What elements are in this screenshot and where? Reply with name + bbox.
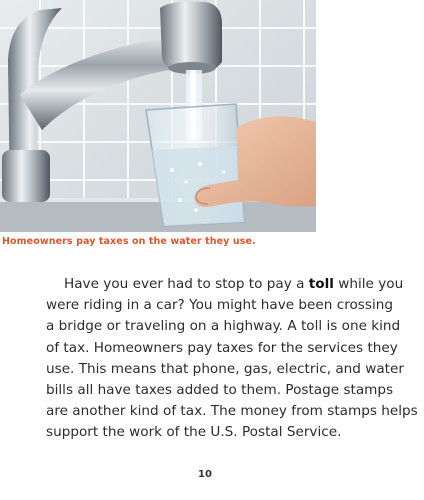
- text-line: are another kind of tax. The money from stamps helps: [46, 403, 418, 420]
- text-line: bills all have taxes added to them. Postage stamps: [46, 382, 394, 399]
- text-line: [46, 274, 404, 295]
- text-line: use. This means that phone, gas, electric, and water: [46, 360, 404, 377]
- body-paragraph: [46, 274, 418, 444]
- text-line: of tax. Homeowners pay taxes for the services they: [46, 339, 398, 356]
- text-line: were riding in a car? You might have been crossing: [46, 297, 393, 314]
- text-line: a bridge or traveling on a highway. A toll is one kind: [46, 318, 401, 335]
- faucet-glass-photo: [0, 0, 316, 232]
- page-number: 10: [198, 469, 212, 480]
- photo-caption: Homeowners pay taxes on the water they use.: [2, 236, 256, 247]
- text-segment: Have you ever had to stop to pay a: [64, 276, 309, 292]
- text-segment: while you: [333, 276, 404, 292]
- vocab-word-toll: toll: [308, 276, 334, 292]
- text-line: support the work of the U.S. Postal Service.: [46, 424, 342, 441]
